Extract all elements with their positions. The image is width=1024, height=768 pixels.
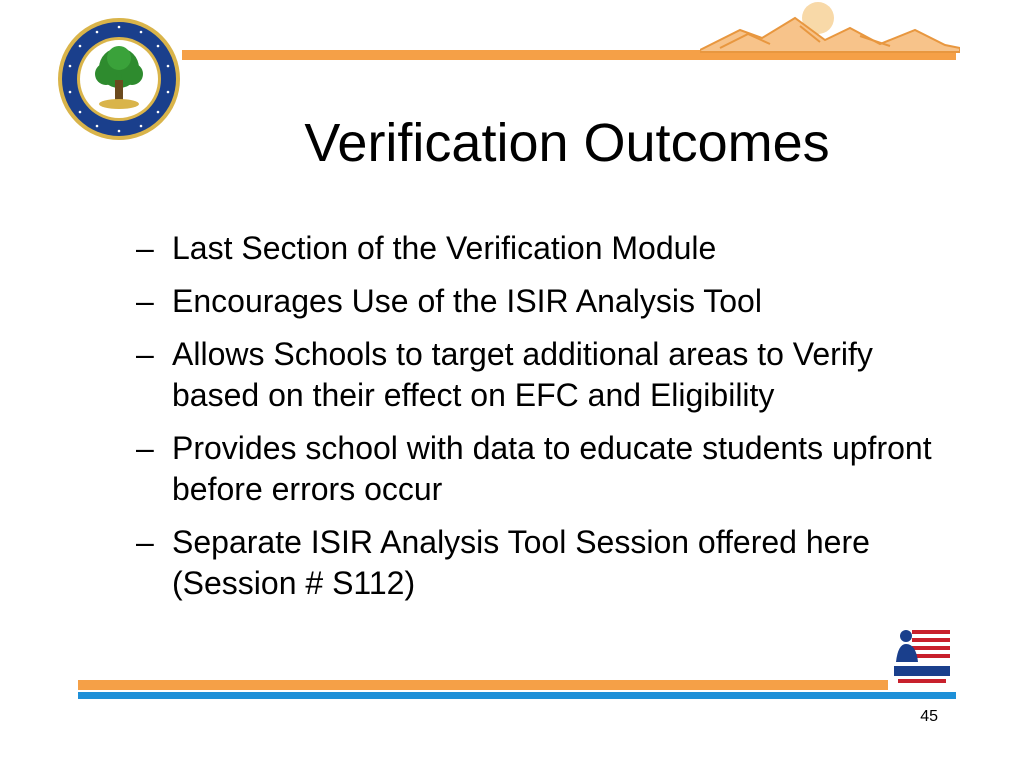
bullet-text: Encourages Use of the ISIR Analysis Tool (172, 283, 762, 319)
no-child-left-behind-logo-icon (888, 622, 956, 690)
bullet-item (136, 428, 956, 510)
bullet-text: Last Section of the Verification Module (172, 230, 717, 266)
slide-title: Verification Outcomes (304, 113, 830, 173)
bullet-item (136, 228, 956, 269)
bullet-item (136, 281, 956, 322)
bullet-item (136, 334, 956, 416)
bottom-blue-bar (78, 692, 956, 699)
bullet-marker: – (136, 283, 154, 319)
bullet-marker: – (136, 430, 154, 466)
bullet-item (136, 522, 956, 604)
bottom-orange-bar (78, 680, 956, 690)
bullet-text: Provides school with data to educate students upfront before errors occur (172, 430, 932, 507)
page-number: 45 (920, 708, 938, 725)
bullet-marker: – (136, 336, 154, 372)
bullet-text: Separate ISIR Analysis Tool Session offered here (Session # S112) (172, 524, 870, 601)
mountains-sun-icon (700, 0, 960, 60)
bullet-list (136, 228, 956, 616)
bullet-text: Allows Schools to target additional areas to Verify based on their effect on EFC and Eligibility (172, 336, 873, 413)
bullet-marker: – (136, 524, 154, 560)
bullet-marker: – (136, 230, 154, 266)
